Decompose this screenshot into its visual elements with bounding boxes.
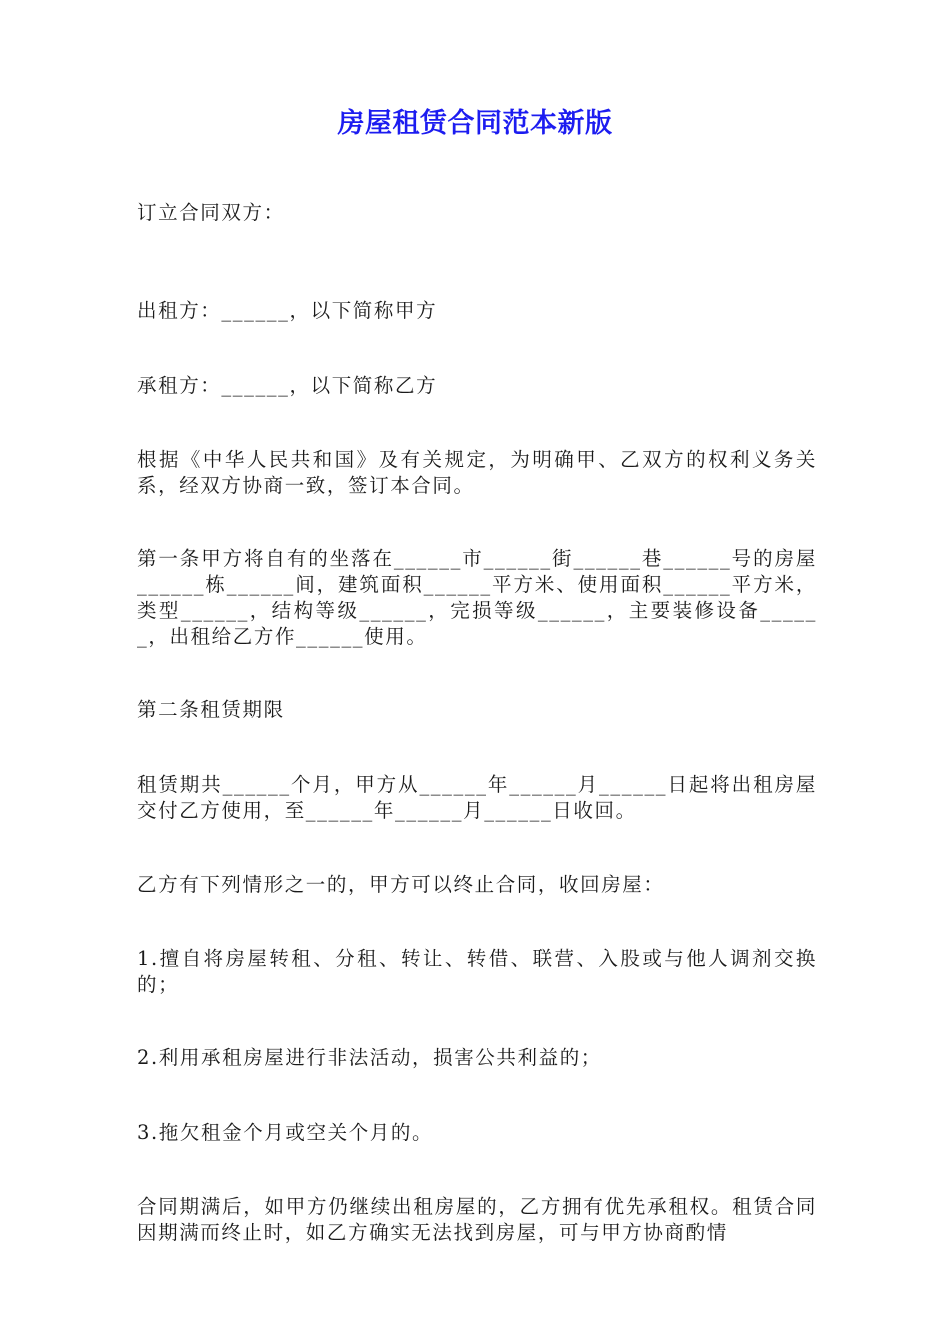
paragraph-termination-intro: 乙方有下列情形之一的，甲方可以终止合同，收回房屋： [137,873,665,896]
paragraph-lease-term: 租赁期共______个月，甲方从______年______月______日起将出租房屋交付乙方使用，至______年______月______日收回。 [137,773,817,822]
paragraph-renewal: 合同期满后，如甲方仍继续出租房屋的，乙方拥有优先承租权。租赁合同因期满而终止时，如乙方确实无法找到房屋，可与甲方协商酌情 [137,1195,817,1244]
paragraph-parties: 订立合同双方： [137,201,285,224]
paragraph-article-1: 第一条甲方将自有的坐落在______市______街______巷______号的房屋______栋______间，建筑面积______平方米、使用面积______平方米，类型______，结构等级______，完损等级______，主要装修设备______，出租给乙方作______使用。 [137,547,817,648]
paragraph-lessee: 承租方：______，以下简称乙方 [137,374,438,397]
document-title: 房屋租赁合同范本新版 [337,108,613,139]
list-item-illegal-use: 2.利用承租房屋进行非法活动，损害公共利益的； [137,1046,602,1069]
paragraph-basis: 根据《中华人民共和国》及有关规定，为明确甲、乙双方的权利义务关系，经双方协商一致，签订本合同。 [137,448,817,497]
paragraph-article-2-heading: 第二条租赁期限 [137,698,285,721]
list-item-sublet: 1.擅自将房屋转租、分租、转让、转借、联营、入股或与他人调剂交换的； [137,947,817,996]
list-item-arrears: 3.拖欠租金个月或空关个月的。 [137,1121,434,1144]
paragraph-lessor: 出租方：______，以下简称甲方 [137,299,438,322]
